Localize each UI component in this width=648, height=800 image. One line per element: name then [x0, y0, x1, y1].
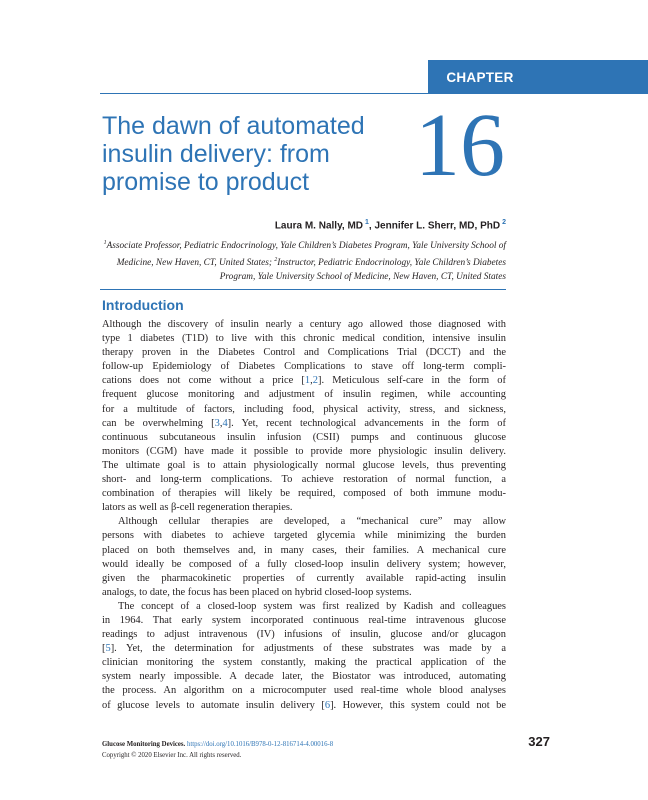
text-line: persons with diabetes to achieve targeted glycemia while minimizing the burden — [102, 530, 506, 542]
chapter-title — [102, 112, 402, 196]
text-line: analogs, to date, the focus has been placed on hybrid closed-loop systems. — [102, 586, 412, 598]
text-line: the process. An algorithm on a microcomputer used real-time whole blood analyses — [102, 685, 506, 697]
text-line: [5]. Yet, the determination for adjustments of these substrates was made by a — [102, 643, 506, 655]
affiliation-mark[interactable]: 1 — [365, 219, 369, 226]
text-line: follow-up Epidemiology of Diabetes Complications to stave off long-term compli- — [102, 361, 506, 373]
title-line: insulin delivery: from — [102, 140, 330, 168]
chapter-label: CHAPTER — [446, 70, 514, 85]
text-line: therapy proven in the Diabetes Control and Complications Trial (DCCT) and the — [102, 347, 506, 359]
author-name: Laura M. Nally, MD — [274, 220, 363, 232]
chapter-number: 16 — [415, 96, 505, 195]
text-line: monitors (CGM) have made it possible to provide more physiologic insulin delivery. — [102, 445, 506, 457]
text-line: readings to adjust intravenous (IV) infusions of insulin, glucose and/or glucagon — [102, 629, 506, 641]
citation-link[interactable]: 2 — [312, 375, 318, 387]
section-rule — [100, 289, 506, 290]
text-line: cations does not come without a price [1,2]. Meticulous self-care in the form of — [102, 375, 507, 387]
text-line: system nearly impossible. A decade later, the Biostator was introduced, automating — [102, 671, 506, 683]
text-line: combination of therapies will likely be required, composed of both immune modu- — [102, 488, 506, 500]
paragraph — [102, 318, 506, 515]
book-title: Glucose Monitoring Devices. — [102, 741, 186, 748]
text-line: The concept of a closed-loop system was first realized by Kadish and colleagues — [118, 600, 506, 612]
text-line: can be overwhelming [3,4]. Yet, recent technological advancements in the form of — [102, 417, 506, 429]
text-line: lators as well as β-cell regeneration therapies. — [102, 502, 293, 514]
text-line: frequent glucose monitoring and adjustment of insulin regimen, while accounting — [102, 389, 506, 401]
title-line: promise to product — [102, 168, 310, 196]
text-line: given the pharmacokinetic properties of currently available rapid-acting insulin — [102, 572, 506, 584]
text-line: continuous subcutaneous insulin infusion (CSII) pumps and continuous glucose — [102, 431, 506, 443]
citation-link[interactable]: 6 — [324, 699, 331, 711]
text-line: would ideally be composed of a fully closed-loop insulin delivery system; however, — [102, 558, 506, 570]
paragraph — [102, 600, 506, 713]
text-line: clinician monitoring the system constantly, making the practical application of the — [102, 657, 506, 669]
title-line: The dawn of automated — [102, 112, 365, 140]
text-line: placed on both themselves and, in many cases, their families. A mechanical cure — [102, 544, 506, 556]
doi-link[interactable]: https://doi.org/10.1016/B978-0-12-816714-4.00016-8 — [186, 741, 334, 748]
text-line: for a multitude of factors, including food, physical activity, stress, and sickness, — [102, 403, 506, 415]
text-line: of glucose levels to automate insulin delivery [6]. However, this system could not be — [102, 699, 507, 711]
section-heading: Introduction — [102, 297, 184, 313]
text-line: in 1964. That early system incorporated continuous real-time intravenous glucose — [102, 614, 506, 626]
body-text — [102, 318, 506, 713]
author-name: Jennifer L. Sherr, MD, PhD — [374, 220, 501, 232]
affiliation-mark[interactable]: 2 — [502, 219, 506, 226]
text-line: Although cellular therapies are developed, a “mechanical cure” may allow — [118, 516, 506, 528]
text-line: The ultimate goal is to attain physiologically normal glucose levels, thus preventing — [102, 459, 506, 471]
citation-link[interactable]: 4 — [222, 417, 228, 429]
top-rule — [100, 93, 428, 94]
paragraph — [102, 515, 506, 600]
footer-citation — [102, 739, 333, 761]
page-number: 327 — [528, 734, 550, 749]
text-line: short- and long-term complications. To achieve restoration of normal function, a — [102, 474, 506, 486]
author-list: Laura M. Nally, MD $^1$, Jennifer L. Sherr, MD, PhD $^2$ — [274, 219, 506, 232]
affiliations: $^1$Associate Professor, Pediatric Endocrinology, Yale Children’s Diabetes Program, Yale University School of Medicine, New Haven, CT, United States; $^2$Instructor, Pediatric Endocrinology, Yale Children’s Diabetes Program, Yale University School of Medicine, New Haven, CT, United States — [103, 240, 506, 283]
citation-link[interactable]: 1 — [304, 375, 311, 387]
text-line: Although the discovery of insulin nearly a century ago allowed those diagnosed with — [102, 319, 506, 330]
copyright: Copyright © 2020 Elsevier Inc. All rights reserved. — [102, 752, 242, 759]
citation-link[interactable]: 3 — [214, 417, 220, 429]
citation-link[interactable]: 5 — [105, 643, 111, 655]
text-line: type 1 diabetes (T1D) to live with this chronic medical condition, intensive insulin — [102, 333, 506, 345]
